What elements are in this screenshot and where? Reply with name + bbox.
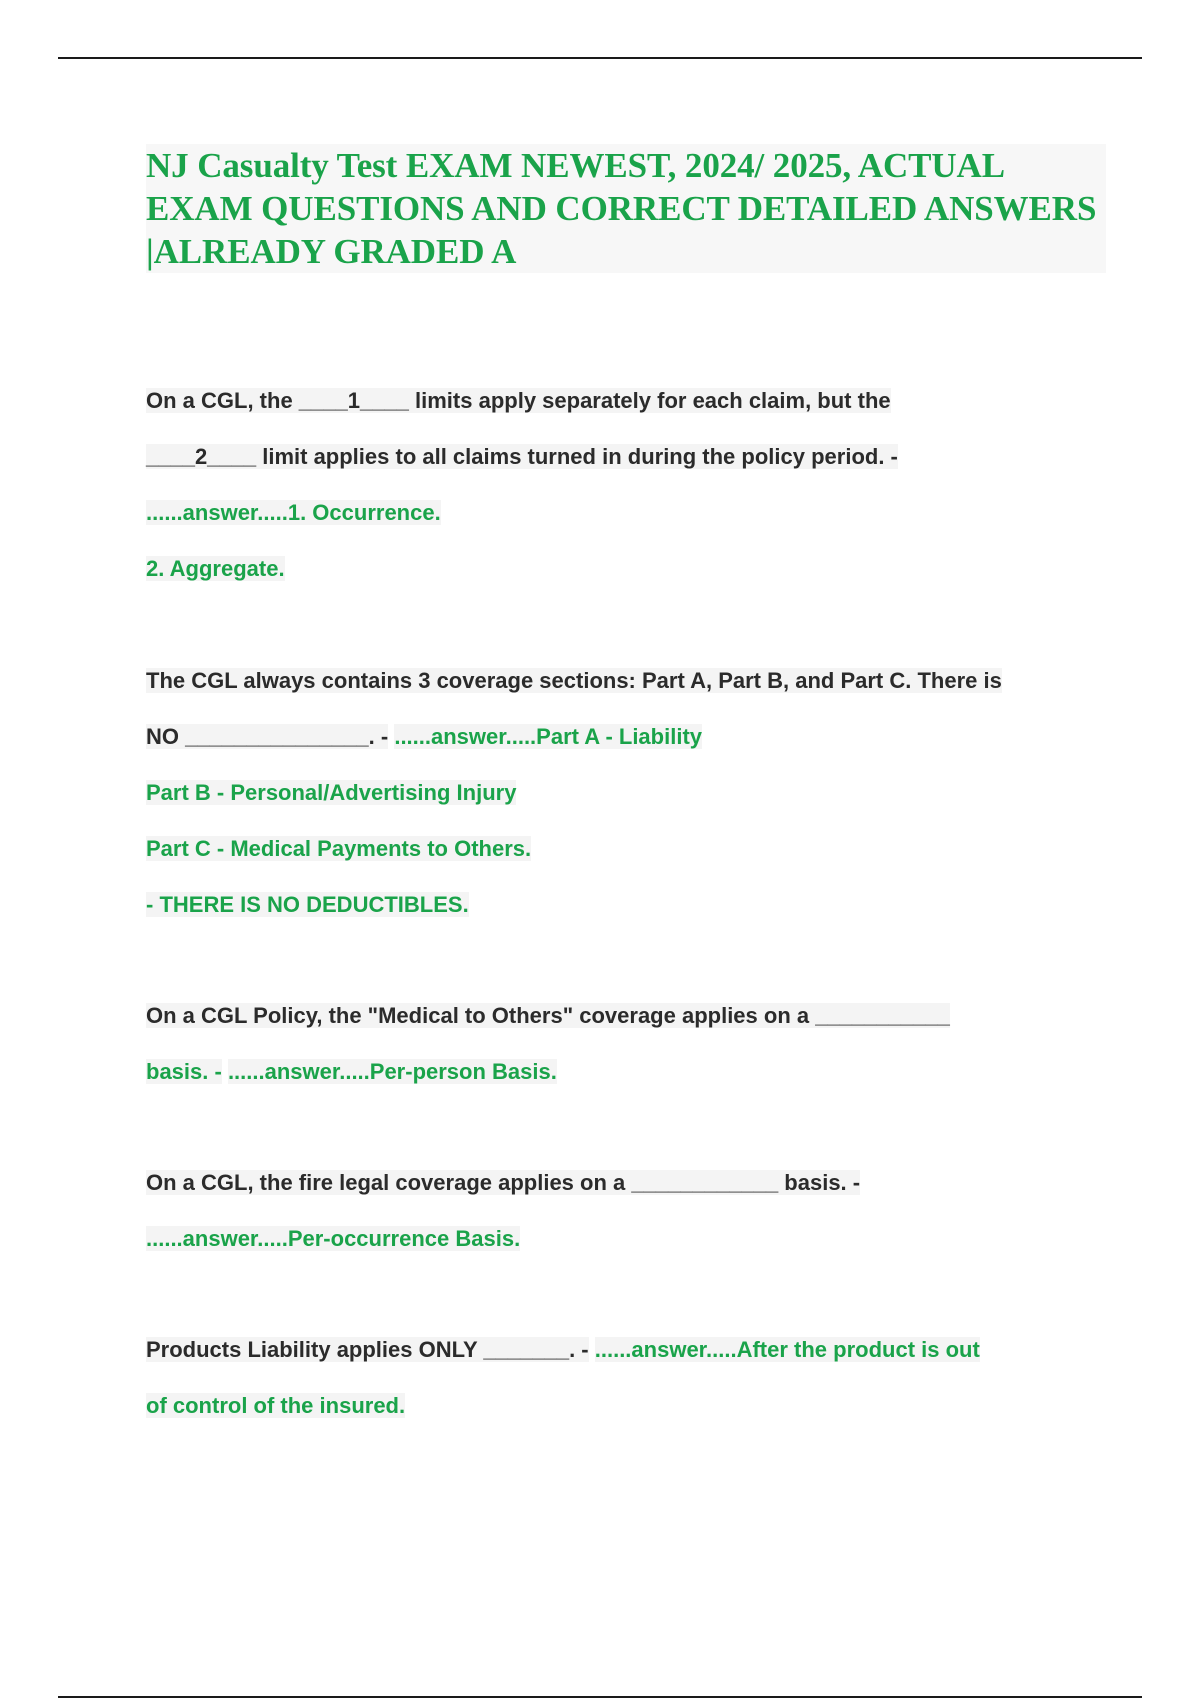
answer-5-line-2: of control of the insured. <box>146 1393 406 1418</box>
qa-item-4 <box>146 1155 1106 1267</box>
top-rule <box>58 57 1142 59</box>
question-1-line-1: On a CGL, the ____1____ limits apply separately for each claim, but the <box>146 388 891 413</box>
document-title: NJ Casualty Test EXAM NEWEST, 2024/ 2025, ACTUAL EXAM QUESTIONS AND CORRECT DETAILED ANSWERS |ALREADY GRADED A <box>146 144 1106 273</box>
answer-4: ......answer.....Per-occurrence Basis. <box>146 1226 521 1251</box>
answer-5-line-1: ......answer.....After the product is out <box>594 1337 980 1362</box>
qa-item-3 <box>146 988 1106 1100</box>
question-2-line-1: The CGL always contains 3 coverage sections: Part A, Part B, and Part C. There is <box>146 668 1002 693</box>
answer-1-line-1: ......answer.....1. Occurrence. <box>146 500 441 525</box>
qa-item-1 <box>146 373 1106 597</box>
answer-2-line-4: - THERE IS NO DEDUCTIBLES. <box>146 892 469 917</box>
bottom-rule <box>58 1696 1142 1698</box>
question-4-line-1: On a CGL, the fire legal coverage applies on a ____________ basis. - <box>146 1170 861 1195</box>
question-1-line-2: ____2____ limit applies to all claims turned in during the policy period. - <box>146 444 898 469</box>
question-5-line-1: Products Liability applies ONLY _______. - ......answer.....After the product is out <box>146 1337 980 1362</box>
answer-2-line-3: Part C - Medical Payments to Others. <box>146 836 532 861</box>
answer-2-line-1: ......answer.....Part A - Liability <box>394 724 703 749</box>
question-3-line-2: basis. - ......answer.....Per-person Basis. <box>146 1059 557 1084</box>
answer-2-line-2: Part B - Personal/Advertising Injury <box>146 780 517 805</box>
qa-item-2 <box>146 653 1106 933</box>
qa-item-5 <box>146 1322 1106 1434</box>
question-2-line-2: NO _______________. - ......answer.....Part A - Liability <box>146 724 703 749</box>
answer-1-line-2: 2. Aggregate. <box>146 556 285 581</box>
answer-3: ......answer.....Per-person Basis. <box>227 1059 557 1084</box>
question-3-line-1: On a CGL Policy, the "Medical to Others" coverage applies on a ___________ <box>146 1003 950 1028</box>
